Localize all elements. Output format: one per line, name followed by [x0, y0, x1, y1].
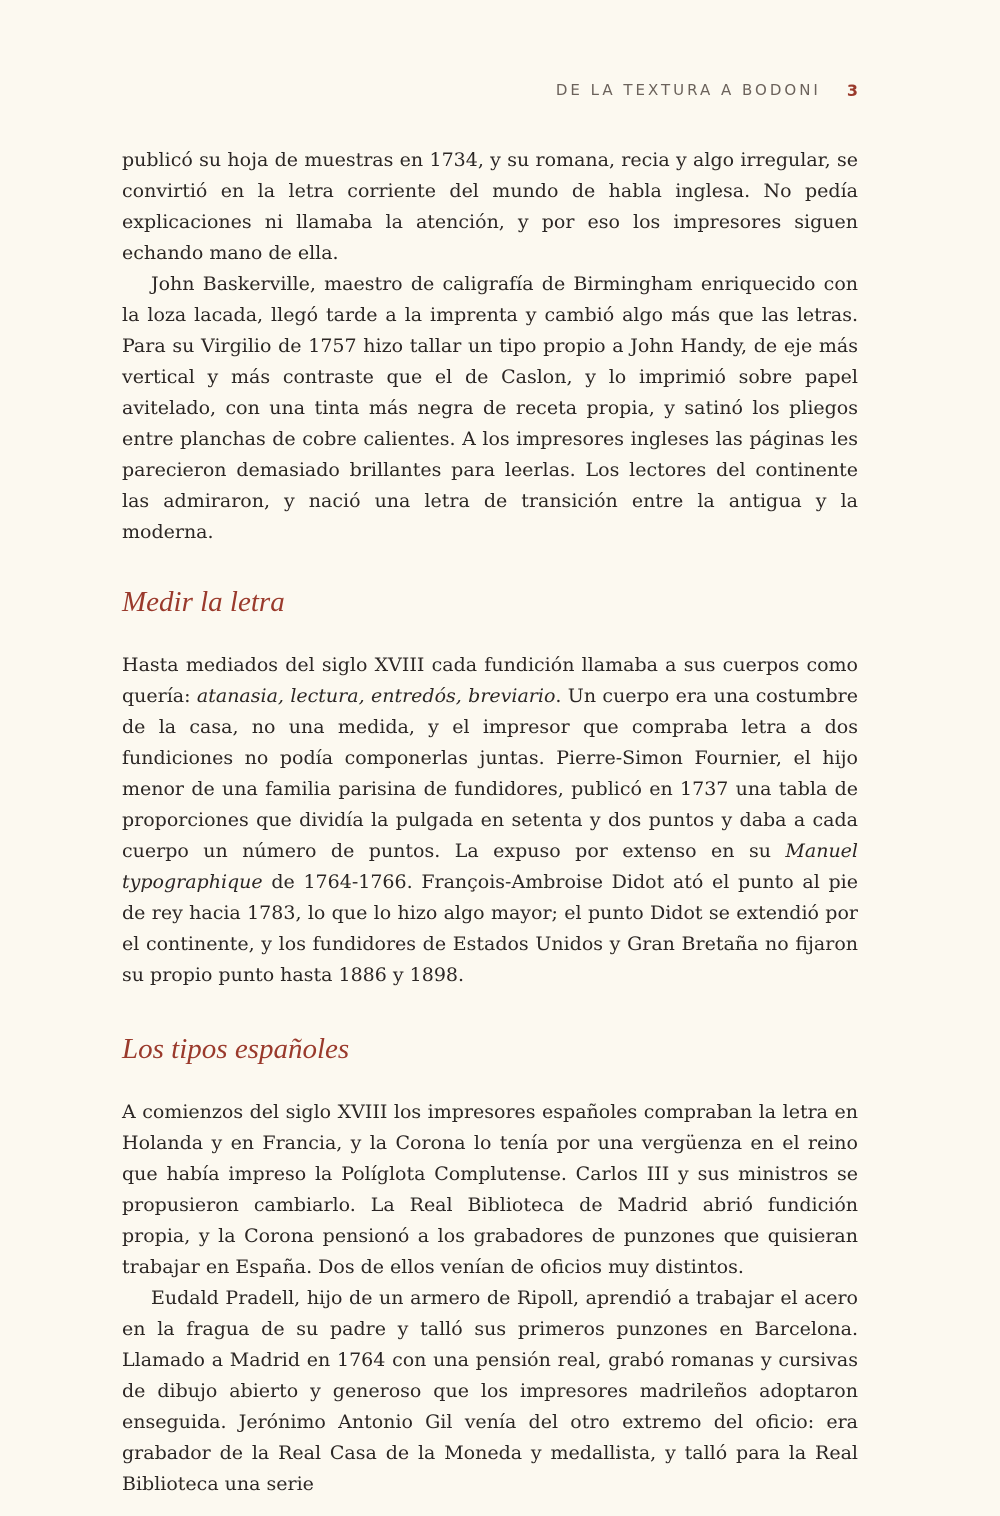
running-head-title: DE LA TEXTURA A BODONI [555, 81, 821, 99]
paragraph-fournier [122, 650, 858, 991]
section-heading-tipos: Los tipos españoles [122, 1033, 350, 1065]
paragraph-pradell: Eudald Pradell, hijo de un armero de Ripoll, aprendió a trabajar el acero en la fragua de su padre y talló sus primeros punzones en Barcelona. Llamado a Madrid en 1764 con una pensión real, grabó romanas y cursivas de dibujo abierto y generoso que los impresores madrileños adoptaron enseguida. Jerónimo Antonio Gil venía del otro extremo del oficio: era grabador de la Real Casa de la Moneda y medallista, y talló para la Real Biblioteca una serie [122, 1287, 858, 1495]
text-block [122, 145, 858, 1500]
text-run: de 1764-1766. François-Ambroise Didot ató el punto al pie de rey hacia 1783, lo que lo hizo algo mayor; el punto Didot se extendió por el continente, y los fundidores de Estados Unidos y Gran Bretaña no fijaron su propio punto hasta 1886 y 1898. [122, 871, 858, 986]
page-number: 3 [846, 80, 858, 100]
text-run: . Un cuerpo era una costumbre de la casa, no una medida, y el impresor que compraba letra a dos fundiciones no podía componerlas juntas. Pierre-Simon Fournier, el hijo menor de una familia parisina de fundidores, publicó en 1737 una tabla de proporciones que dividía la pulgada en setenta y dos puntos y daba a cada cuerpo un número de puntos. La expuso por extenso en su [122, 685, 858, 862]
paragraph-baskerville: John Baskerville, maestro de caligrafía de Birmingham enriquecido con la loza lacada, llegó tarde a la imprenta y cambió algo más que las letras. Para su Virgilio de 1757 hizo tallar un tipo propio a John Handy, de eje más vertical y más contraste que el de Caslon, y lo imprimió sobre papel avitelado, con una tinta más negra de receta propia, y satinó los pliegos entre planchas de cobre calientes. A los impresores ingleses las páginas les parecieron demasiado brillantes para leerlas. Los lectores del continente las admiraron, y nació una letra de transición entre la antigua y la moderna. [122, 273, 858, 543]
running-head [122, 79, 858, 101]
text-run: Hasta mediados del siglo XVIII cada fundición llamaba a sus cuerpos como quería: [122, 654, 858, 707]
italic-terms: atanasia, lectura, entredós, breviario [196, 685, 556, 707]
paragraph-caslon: publicó su hoja de muestras en 1734, y su romana, recia y algo irregular, se convirtió en la letra corriente del mundo de habla inglesa. No pedía explicaciones ni llamaba la atención, y por eso los impresores siguen echando mano de ella. [122, 149, 858, 264]
section-heading-medir: Medir la letra [122, 586, 285, 618]
italic-book-title: Manuel typographique [122, 840, 858, 893]
paragraph-corona: A comienzos del siglo XVIII los impresores españoles compraban la letra en Holanda y en Francia, y la Corona lo tenía por una vergüenza en el reino que había impreso la Políglota Complutense. Carlos III y sus ministros se propusieron cambiarlo. La Real Biblioteca de Madrid abrió fundición propia, y la Corona pensionó a los grabadores de punzones que quisieran trabajar en España. Dos de ellos venían de oficios muy distintos. [122, 1101, 858, 1278]
